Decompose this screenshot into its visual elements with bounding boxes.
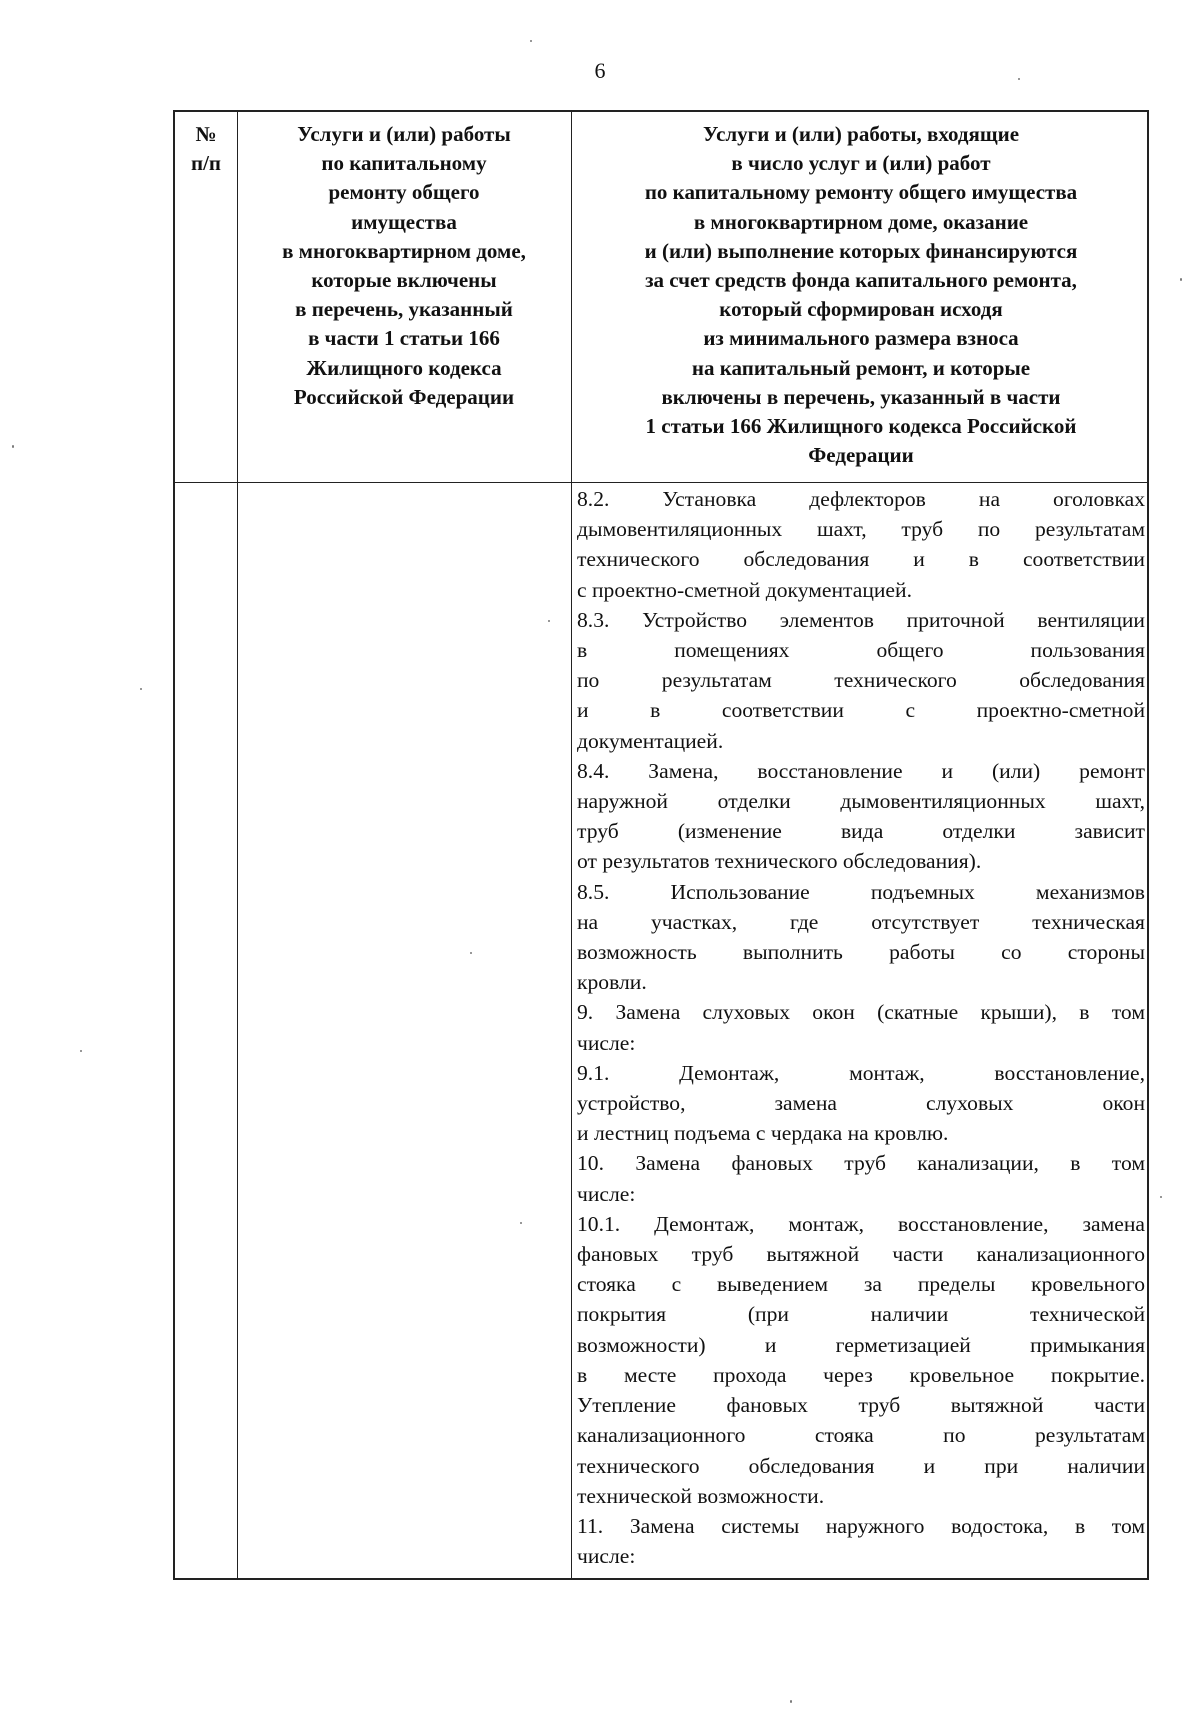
work-item xyxy=(577,1209,1145,1511)
header-line: за счет средств фонда капитального ремонта, xyxy=(645,268,1077,293)
work-item-line: покрытия (при наличии технической xyxy=(577,1302,1145,1327)
work-item xyxy=(577,756,1145,877)
header-line: Федерации xyxy=(808,443,914,468)
header-line: Российской Федерации xyxy=(293,384,515,409)
header-line: Услуги и (или) работы xyxy=(297,122,511,146)
work-item-line: 9. Замена слуховых окон (скатные крыши), в том xyxy=(577,1000,1145,1025)
header-line: в перечень, указанный xyxy=(295,297,513,322)
scan-speck xyxy=(140,688,142,690)
services-table xyxy=(173,110,1149,1580)
header-included-services-column xyxy=(571,120,1151,470)
header-line: в многоквартирном доме, оказание xyxy=(693,209,1029,234)
header-line: № xyxy=(195,122,217,146)
work-item xyxy=(577,1511,1145,1571)
scan-speck xyxy=(548,620,550,622)
header-line: по капитальному xyxy=(321,151,487,176)
work-item-line: технического обследования и в соответствии xyxy=(577,547,1145,572)
work-item-line: 9.1. Демонтаж, монтаж, восстановление, xyxy=(577,1060,1145,1085)
work-item-line: 8.2. Установка дефлекторов на оголовках xyxy=(577,487,1145,511)
work-item-line: 8.4. Замена, восстановление и (или) ремонт xyxy=(577,758,1145,783)
header-number-column xyxy=(175,120,237,178)
works-list-cell xyxy=(577,484,1145,1571)
header-line: 1 статьи 166 Жилищного кодекса Российской xyxy=(645,414,1077,439)
header-line: которые включены xyxy=(311,268,497,293)
work-item-line: числе: xyxy=(577,1030,636,1055)
work-item-line: дымовентиляционных шахт, труб по результатам xyxy=(577,517,1145,542)
work-item-line: технического обследования и при наличии xyxy=(577,1453,1145,1478)
work-item-line: и в соответствии с проектно-сметной xyxy=(577,698,1145,723)
work-item xyxy=(577,1148,1145,1208)
work-item-line: наружной отделки дымовентиляционных шахт, xyxy=(577,789,1145,814)
work-item-line: 11. Замена системы наружного водостока, в том xyxy=(577,1513,1145,1538)
work-item-line: фановых труб вытяжной части канализационного xyxy=(577,1242,1145,1267)
work-item xyxy=(577,1058,1145,1149)
work-item xyxy=(577,484,1145,605)
work-item-line: канализационного стояка по результатам xyxy=(577,1423,1145,1448)
header-line: Жилищного кодекса xyxy=(306,355,502,380)
work-item-line: возможность выполнить работы со стороны xyxy=(577,940,1145,965)
work-item-line: 10. Замена фановых труб канализации, в том xyxy=(577,1151,1145,1176)
page-number: 6 xyxy=(594,58,606,83)
work-item-line: технической возможности. xyxy=(577,1483,825,1508)
work-item-line: числе: xyxy=(577,1181,636,1206)
work-item xyxy=(577,877,1145,998)
work-item-line: устройство, замена слуховых окон xyxy=(577,1091,1145,1116)
scan-speck xyxy=(520,1222,522,1224)
work-item-line: с проектно-сметной документацией. xyxy=(577,577,912,602)
header-line: на капитальный ремонт, и которые xyxy=(691,355,1031,380)
header-services-column xyxy=(237,120,571,412)
scan-speck xyxy=(470,952,472,954)
work-item-line: возможности) и герметизацией примыкания xyxy=(577,1332,1145,1357)
work-item-line: в помещениях общего пользования xyxy=(577,638,1145,663)
header-line: имущества xyxy=(351,209,457,234)
work-item-line: от результатов технического обследования). xyxy=(577,849,982,874)
work-item-line: на участках, где отсутствует техническая xyxy=(577,909,1145,934)
header-line: в многоквартирном доме, xyxy=(282,238,526,263)
work-item-line: 10.1. Демонтаж, монтаж, восстановление, замена xyxy=(577,1211,1145,1236)
header-line: Услуги и (или) работы, входящие xyxy=(702,122,1020,146)
header-line: ремонту общего xyxy=(328,180,480,205)
work-item-line: кровли. xyxy=(577,970,647,995)
work-item-line: 8.3. Устройство элементов приточной вентиляции xyxy=(577,607,1145,632)
header-line: включены в перечень, указанный в части xyxy=(661,384,1061,409)
scan-speck xyxy=(80,1050,82,1052)
scan-speck xyxy=(12,445,14,448)
work-item-line: и лестниц подъема с чердака на кровлю. xyxy=(577,1121,949,1146)
header-divider xyxy=(175,482,1147,483)
work-item-line: числе: xyxy=(577,1544,636,1569)
scan-speck xyxy=(530,40,532,42)
scan-speck xyxy=(790,1700,792,1703)
header-line: в число услуг и (или) работ xyxy=(731,151,991,176)
work-item-line: труб (изменение вида отделки зависит xyxy=(577,819,1145,844)
header-line: и (или) выполнение которых финансируются xyxy=(644,238,1078,263)
header-line: в части 1 статьи 166 xyxy=(308,326,500,351)
scan-speck xyxy=(1180,278,1182,281)
work-item-line: Утепление фановых труб вытяжной части xyxy=(577,1393,1145,1418)
work-item-line: в месте прохода через кровельное покрытие. xyxy=(577,1362,1145,1387)
work-item-line: по результатам технического обследования xyxy=(577,668,1145,693)
scan-speck xyxy=(1018,78,1020,80)
work-item xyxy=(577,997,1145,1057)
work-item-line: 8.5. Использование подъемных механизмов xyxy=(577,879,1145,904)
work-item-line: стояка с выведением за пределы кровельного xyxy=(577,1272,1145,1297)
header-line: который сформирован исходя xyxy=(719,297,1003,322)
header-line: п/п xyxy=(190,151,222,176)
work-item xyxy=(577,605,1145,756)
header-line: из минимального размера взноса xyxy=(703,326,1019,351)
scan-speck xyxy=(1160,1196,1162,1198)
work-item-line: документацией. xyxy=(577,728,724,753)
header-line: по капитальному ремонту общего имущества xyxy=(644,180,1078,205)
